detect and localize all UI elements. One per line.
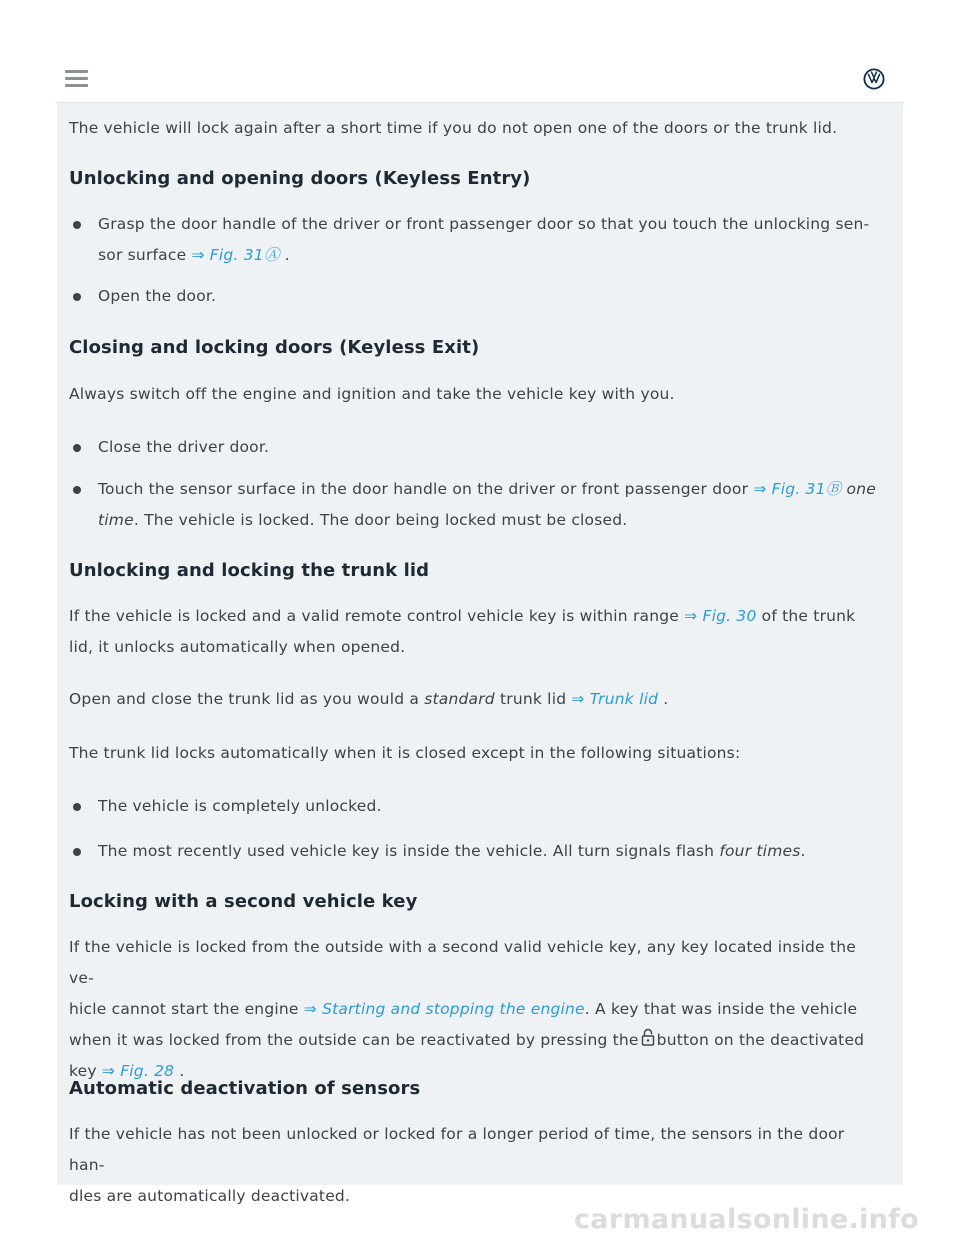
list-item: Close the driver door. (98, 432, 884, 463)
list-item: The most recently used vehicle key is inside the vehicle. All turn signals flash four times. (98, 836, 884, 867)
paragraph: Always switch off the engine and ignition and take the vehicle key with you. (69, 385, 675, 403)
link-fig-31b[interactable]: ⇒ Fig. 31Ⓑ (753, 480, 842, 498)
intro-paragraph: The vehicle will lock again after a short time if you do not open one of the doors or the trunk lid. (69, 119, 838, 137)
list-item: Touch the sensor surface in the door handle on the driver or front passenger door ⇒ Fig. 31Ⓑ one time. The vehicle is locked. The door being locked must be closed. (98, 474, 884, 536)
paragraph: If the vehicle has not been unlocked or locked for a longer period of time, the sensors in the door han- dles are automatically deactivated. (69, 1125, 845, 1205)
link-fig-30[interactable]: ⇒ Fig. 30 (684, 607, 757, 625)
heading-keyless-exit: Closing and locking doors (Keyless Exit) (69, 337, 480, 358)
heading-auto-deactivation: Automatic deactivation of sensors (69, 1078, 421, 1099)
unlock-button-icon (641, 1028, 655, 1046)
paragraph: The trunk lid locks automatically when it is closed except in the following situations: (69, 744, 741, 762)
heading-trunk-lid: Unlocking and locking the trunk lid (69, 560, 430, 581)
watermark: carmanualsonline.info (574, 1204, 920, 1235)
vw-logo-icon[interactable] (863, 68, 885, 90)
hamburger-menu-icon[interactable] (65, 68, 89, 88)
link-starting-stopping-engine[interactable]: ⇒ Starting and stopping the engine (303, 1000, 585, 1018)
manual-page-content (57, 103, 903, 1205)
list-item: The vehicle is completely unlocked. (98, 791, 884, 822)
paragraph: Open and close the trunk lid as you would a standard trunk lid ⇒ Trunk lid . (69, 690, 669, 708)
top-bar (57, 56, 903, 103)
link-trunk-lid[interactable]: ⇒ Trunk lid (571, 690, 659, 708)
link-fig-31a[interactable]: ⇒ Fig. 31Ⓐ (191, 246, 280, 264)
link-fig-28[interactable]: ⇒ Fig. 28 (101, 1062, 175, 1080)
heading-second-key: Locking with a second vehicle key (69, 891, 418, 912)
paragraph: If the vehicle is locked and a valid remote control vehicle key is within range ⇒ Fig. 30 of the trunk lid, it unlocks automatically when opened. (69, 607, 856, 656)
list-item: Open the door. (98, 281, 884, 312)
paragraph: If the vehicle is locked from the outside with a second valid vehicle key, any key located inside the ve- hicle cannot start the engine ⇒ Starting and stopping the engine. A key that was inside the vehicle when it was locked from the outside can be reactivated by pressing the button on the deactivated key ⇒ Fig. 28 . (69, 938, 865, 1080)
heading-keyless-entry: Unlocking and opening doors (Keyless Entry) (69, 168, 531, 189)
list-item: Grasp the door handle of the driver or front passenger door so that you touch the unlocking sen- sor surface ⇒ Fig. 31Ⓐ . (98, 209, 884, 271)
